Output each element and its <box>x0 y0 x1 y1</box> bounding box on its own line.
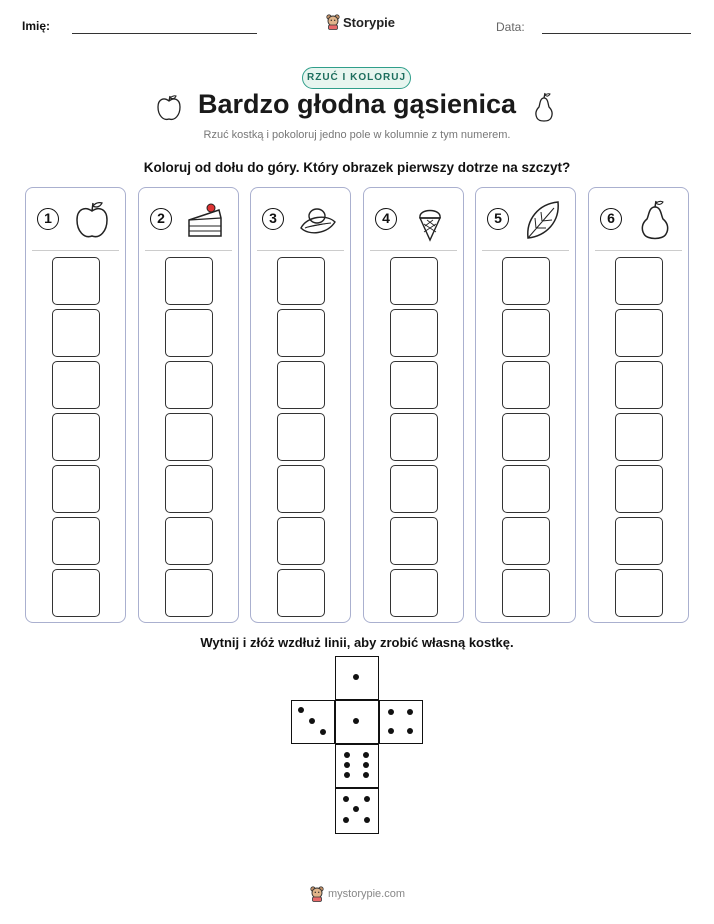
color-cell[interactable] <box>390 257 438 305</box>
color-cell[interactable] <box>502 413 550 461</box>
color-cell[interactable] <box>52 361 100 409</box>
apple-icon <box>72 198 112 242</box>
column-number: 2 <box>150 208 172 230</box>
die-pip <box>388 728 394 734</box>
color-cell[interactable] <box>615 465 663 513</box>
die-face-center <box>335 700 379 744</box>
pear-icon <box>635 198 675 242</box>
die-pip <box>407 728 413 734</box>
die-pip <box>353 674 359 680</box>
column-4 <box>363 187 464 623</box>
page-subtitle: Rzuć kostką i pokoloruj jedno pole w kolumnie z tym numerem. <box>203 129 511 141</box>
brand-logo <box>326 14 395 30</box>
column-divider <box>32 250 119 251</box>
column-number: 3 <box>262 208 284 230</box>
die-face-lower <box>335 744 379 788</box>
column-1 <box>25 187 126 623</box>
color-cell[interactable] <box>165 309 213 357</box>
die-pip <box>364 817 370 823</box>
column-3 <box>250 187 351 623</box>
column-2 <box>138 187 239 623</box>
color-cell[interactable] <box>502 309 550 357</box>
color-cell[interactable] <box>52 569 100 617</box>
column-divider <box>370 250 457 251</box>
date-line[interactable] <box>542 33 691 34</box>
color-cell[interactable] <box>165 517 213 565</box>
color-cell[interactable] <box>502 257 550 305</box>
color-cell[interactable] <box>277 517 325 565</box>
name-line[interactable] <box>72 33 257 34</box>
color-cell[interactable] <box>165 257 213 305</box>
color-cell[interactable] <box>390 413 438 461</box>
die-pip <box>364 796 370 802</box>
color-cell[interactable] <box>165 361 213 409</box>
page-title: Bardzo głodna gąsienica <box>197 89 517 119</box>
die-pip <box>343 796 349 802</box>
color-cell[interactable] <box>52 309 100 357</box>
die-pip <box>343 817 349 823</box>
pear-icon <box>531 91 557 123</box>
color-cell[interactable] <box>615 257 663 305</box>
color-cell[interactable] <box>52 413 100 461</box>
column-number: 6 <box>600 208 622 230</box>
cut-instruction: Wytnij i złóż wzdłuż linii, aby zrobić własną kostkę. <box>200 635 514 650</box>
die-pip <box>309 718 315 724</box>
color-cell[interactable] <box>277 569 325 617</box>
footer <box>310 886 405 902</box>
die-pip <box>344 762 350 768</box>
column-divider <box>145 250 232 251</box>
color-cell[interactable] <box>165 465 213 513</box>
color-cell[interactable] <box>390 361 438 409</box>
color-cell[interactable] <box>52 517 100 565</box>
die-pip <box>363 762 369 768</box>
ice-cream-icon <box>410 198 450 242</box>
die-pip <box>353 718 359 724</box>
color-cell[interactable] <box>277 361 325 409</box>
date-label: Data: <box>496 20 525 34</box>
die-pip <box>388 709 394 715</box>
column-divider <box>257 250 344 251</box>
color-cell[interactable] <box>277 465 325 513</box>
color-cell[interactable] <box>502 465 550 513</box>
color-cell[interactable] <box>502 569 550 617</box>
color-cell[interactable] <box>277 413 325 461</box>
activity-badge: RZUĆ I KOLORUJ <box>302 67 411 89</box>
egg-on-leaf-icon <box>297 198 337 242</box>
die-pip <box>353 806 359 812</box>
die-pip <box>407 709 413 715</box>
column-number: 1 <box>37 208 59 230</box>
bear-icon <box>310 886 324 902</box>
color-cell[interactable] <box>165 569 213 617</box>
column-5 <box>475 187 576 623</box>
die-pip <box>298 707 304 713</box>
leaf-icon <box>522 198 562 242</box>
die-pip <box>363 752 369 758</box>
die-face-left <box>291 700 335 744</box>
color-cell[interactable] <box>615 361 663 409</box>
die-pip <box>344 772 350 778</box>
brand-name: Storypie <box>343 14 396 30</box>
color-cell[interactable] <box>615 413 663 461</box>
column-number: 5 <box>487 208 509 230</box>
color-cell[interactable] <box>390 517 438 565</box>
color-cell[interactable] <box>277 309 325 357</box>
column-divider <box>595 250 682 251</box>
color-cell[interactable] <box>502 517 550 565</box>
color-cell[interactable] <box>615 309 663 357</box>
color-cell[interactable] <box>52 465 100 513</box>
color-cell[interactable] <box>52 257 100 305</box>
die-pip <box>320 729 326 735</box>
cake-icon <box>185 198 225 242</box>
die-pip <box>344 752 350 758</box>
color-cell[interactable] <box>390 569 438 617</box>
die-face-right <box>379 700 423 744</box>
color-cell[interactable] <box>165 413 213 461</box>
column-divider <box>482 250 569 251</box>
color-cell[interactable] <box>390 309 438 357</box>
color-cell[interactable] <box>615 517 663 565</box>
color-cell[interactable] <box>502 361 550 409</box>
die-face-top <box>335 656 379 700</box>
bear-icon <box>326 14 340 30</box>
die-pip <box>363 772 369 778</box>
name-label: Imię: <box>22 19 51 33</box>
footer-url: mystorypie.com <box>328 888 406 900</box>
color-cell[interactable] <box>615 569 663 617</box>
column-6 <box>588 187 689 623</box>
die-face-bottom <box>335 788 379 834</box>
column-number: 4 <box>375 208 397 230</box>
color-cell[interactable] <box>390 465 438 513</box>
coloring-instruction: Koloruj od dołu do góry. Który obrazek pierwszy dotrze na szczyt? <box>143 160 571 175</box>
color-cell[interactable] <box>277 257 325 305</box>
